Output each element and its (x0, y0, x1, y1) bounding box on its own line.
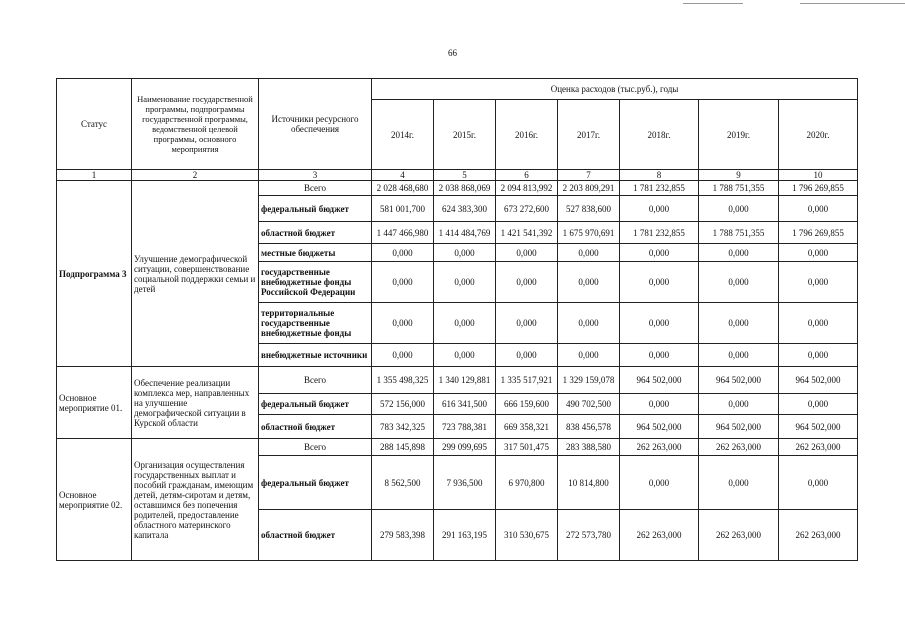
amount-cell: 310 530,675 (496, 510, 558, 561)
amount-cell: 262 263,000 (620, 439, 699, 456)
amount-cell: 1 355 498,325 (372, 367, 434, 394)
amount-cell: 964 502,000 (699, 367, 779, 394)
amount-cell: 0,000 (558, 244, 620, 262)
amount-cell: 673 272,600 (496, 196, 558, 222)
header-year: 2019г. (699, 100, 779, 170)
table-row (57, 367, 858, 394)
funding-source-cell: областной бюджет (259, 415, 372, 439)
amount-cell: 964 502,000 (779, 415, 858, 439)
header-name: Наименование государственной программы, подпрограммы государственной программы, ведомственной целевой программы, основного мероприятия (132, 79, 259, 170)
amount-cell: 2 028 468,680 (372, 181, 434, 196)
amount-cell: 0,000 (779, 394, 858, 415)
amount-cell: 0,000 (699, 262, 779, 303)
column-number: 3 (259, 170, 372, 181)
header-estimate: Оценка расходов (тыс.руб.), годы (372, 79, 858, 100)
amount-cell: 0,000 (699, 394, 779, 415)
amount-cell: 1 788 751,355 (699, 181, 779, 196)
amount-cell: 6 970,800 (496, 456, 558, 510)
column-number: 10 (779, 170, 858, 181)
funding-source-cell: федеральный бюджет (259, 394, 372, 415)
amount-cell: 0,000 (699, 196, 779, 222)
amount-cell: 317 501,475 (496, 439, 558, 456)
column-number: 1 (57, 170, 132, 181)
amount-cell: 838 456,578 (558, 415, 620, 439)
table-row (57, 181, 858, 196)
status-cell: Подпрограмма 3 (57, 181, 132, 367)
amount-cell: 624 383,300 (434, 196, 496, 222)
funding-source-cell: федеральный бюджет (259, 196, 372, 222)
amount-cell: 2 203 809,291 (558, 181, 620, 196)
header-year: 2020г. (779, 100, 858, 170)
funding-source-cell: Всего (259, 439, 372, 456)
amount-cell: 0,000 (496, 262, 558, 303)
amount-cell: 279 583,398 (372, 510, 434, 561)
funding-source-cell: местные бюджеты (259, 244, 372, 262)
amount-cell: 0,000 (434, 303, 496, 344)
amount-cell: 1 329 159,078 (558, 367, 620, 394)
amount-cell: 0,000 (779, 303, 858, 344)
funding-source-cell: территориальные государственные внебюджетные фонды (259, 303, 372, 344)
amount-cell: 0,000 (372, 244, 434, 262)
amount-cell: 0,000 (620, 394, 699, 415)
column-number: 8 (620, 170, 699, 181)
amount-cell: 262 263,000 (779, 510, 858, 561)
column-number: 7 (558, 170, 620, 181)
funding-source-cell: Всего (259, 367, 372, 394)
column-number: 4 (372, 170, 434, 181)
funding-source-cell: государственные внебюджетные фонды Российской Федерации (259, 262, 372, 303)
amount-cell: 0,000 (620, 303, 699, 344)
amount-cell: 964 502,000 (779, 367, 858, 394)
header-year: 2015г. (434, 100, 496, 170)
amount-cell: 0,000 (496, 244, 558, 262)
amount-cell: 0,000 (699, 344, 779, 367)
amount-cell: 262 263,000 (779, 439, 858, 456)
amount-cell: 0,000 (779, 344, 858, 367)
amount-cell: 1 781 232,855 (620, 222, 699, 244)
program-name-cell: Организация осуществления государственных выплат и пособий гражданам, имеющим детей, детям-сиротам и детям, оставшимся без попечения родителей, предоставление областного материнского капитала (132, 439, 259, 561)
top-edge-rule (0, 0, 905, 8)
amount-cell: 572 156,000 (372, 394, 434, 415)
amount-cell: 262 263,000 (699, 439, 779, 456)
amount-cell: 1 414 484,769 (434, 222, 496, 244)
amount-cell: 262 263,000 (620, 510, 699, 561)
status-cell: Основное мероприятие 01. (57, 367, 132, 439)
amount-cell: 964 502,000 (620, 367, 699, 394)
amount-cell: 0,000 (699, 456, 779, 510)
amount-cell: 0,000 (372, 344, 434, 367)
amount-cell: 1 788 751,355 (699, 222, 779, 244)
amount-cell: 0,000 (779, 262, 858, 303)
amount-cell: 1 340 129,881 (434, 367, 496, 394)
amount-cell: 669 358,321 (496, 415, 558, 439)
amount-cell: 0,000 (620, 344, 699, 367)
amount-cell: 0,000 (434, 344, 496, 367)
column-number: 9 (699, 170, 779, 181)
amount-cell: 0,000 (620, 244, 699, 262)
amount-cell: 0,000 (620, 456, 699, 510)
amount-cell: 299 099,695 (434, 439, 496, 456)
amount-cell: 783 342,325 (372, 415, 434, 439)
amount-cell: 272 573,780 (558, 510, 620, 561)
funding-source-cell: внебюджетные источники (259, 344, 372, 367)
amount-cell: 0,000 (779, 196, 858, 222)
amount-cell: 581 001,700 (372, 196, 434, 222)
amount-cell: 291 163,195 (434, 510, 496, 561)
status-cell: Основное мероприятие 02. (57, 439, 132, 561)
funding-source-cell: федеральный бюджет (259, 456, 372, 510)
program-name-cell: Улучшение демографической ситуации, совершенствование социальной поддержки семьи и детей (132, 181, 259, 367)
header-year: 2016г. (496, 100, 558, 170)
amount-cell: 1 781 232,855 (620, 181, 699, 196)
amount-cell: 0,000 (372, 262, 434, 303)
amount-cell: 964 502,000 (620, 415, 699, 439)
header-year: 2017г. (558, 100, 620, 170)
amount-cell: 490 702,500 (558, 394, 620, 415)
budget-table-body (57, 79, 858, 561)
amount-cell: 616 341,500 (434, 394, 496, 415)
amount-cell: 0,000 (496, 303, 558, 344)
header-year: 2018г. (620, 100, 699, 170)
funding-source-cell: областной бюджет (259, 510, 372, 561)
amount-cell: 1 335 517,921 (496, 367, 558, 394)
amount-cell: 2 094 813,992 (496, 181, 558, 196)
amount-cell: 0,000 (372, 303, 434, 344)
header-source: Источники ресурсного обеспечения (259, 79, 372, 170)
amount-cell: 1 421 541,392 (496, 222, 558, 244)
amount-cell: 283 388,580 (558, 439, 620, 456)
amount-cell: 1 796 269,855 (779, 222, 858, 244)
amount-cell: 0,000 (558, 262, 620, 303)
amount-cell: 0,000 (779, 456, 858, 510)
column-number-row (57, 170, 858, 181)
table-row (57, 439, 858, 456)
column-number: 5 (434, 170, 496, 181)
amount-cell: 0,000 (558, 303, 620, 344)
funding-source-cell: областной бюджет (259, 222, 372, 244)
amount-cell: 666 159,600 (496, 394, 558, 415)
amount-cell: 262 263,000 (699, 510, 779, 561)
amount-cell: 0,000 (620, 196, 699, 222)
amount-cell: 0,000 (558, 344, 620, 367)
amount-cell: 8 562,500 (372, 456, 434, 510)
funding-source-cell: Всего (259, 181, 372, 196)
amount-cell: 10 814,800 (558, 456, 620, 510)
page-number: 66 (448, 48, 457, 58)
budget-table (56, 78, 858, 561)
program-name-cell: Обеспечение реализации комплекса мер, направленных на улучшение демографической ситуации в Курской области (132, 367, 259, 439)
amount-cell: 288 145,898 (372, 439, 434, 456)
amount-cell: 1 447 466,980 (372, 222, 434, 244)
amount-cell: 527 838,600 (558, 196, 620, 222)
amount-cell: 1 796 269,855 (779, 181, 858, 196)
amount-cell: 0,000 (779, 244, 858, 262)
amount-cell: 964 502,000 (699, 415, 779, 439)
amount-cell: 0,000 (699, 244, 779, 262)
amount-cell: 0,000 (496, 344, 558, 367)
amount-cell: 2 038 868,069 (434, 181, 496, 196)
amount-cell: 0,000 (434, 244, 496, 262)
column-number: 2 (132, 170, 259, 181)
amount-cell: 723 788,381 (434, 415, 496, 439)
amount-cell: 7 936,500 (434, 456, 496, 510)
amount-cell: 1 675 970,691 (558, 222, 620, 244)
column-number: 6 (496, 170, 558, 181)
amount-cell: 0,000 (699, 303, 779, 344)
header-year: 2014г. (372, 100, 434, 170)
amount-cell: 0,000 (434, 262, 496, 303)
header-status: Статус (57, 79, 132, 170)
amount-cell: 0,000 (620, 262, 699, 303)
